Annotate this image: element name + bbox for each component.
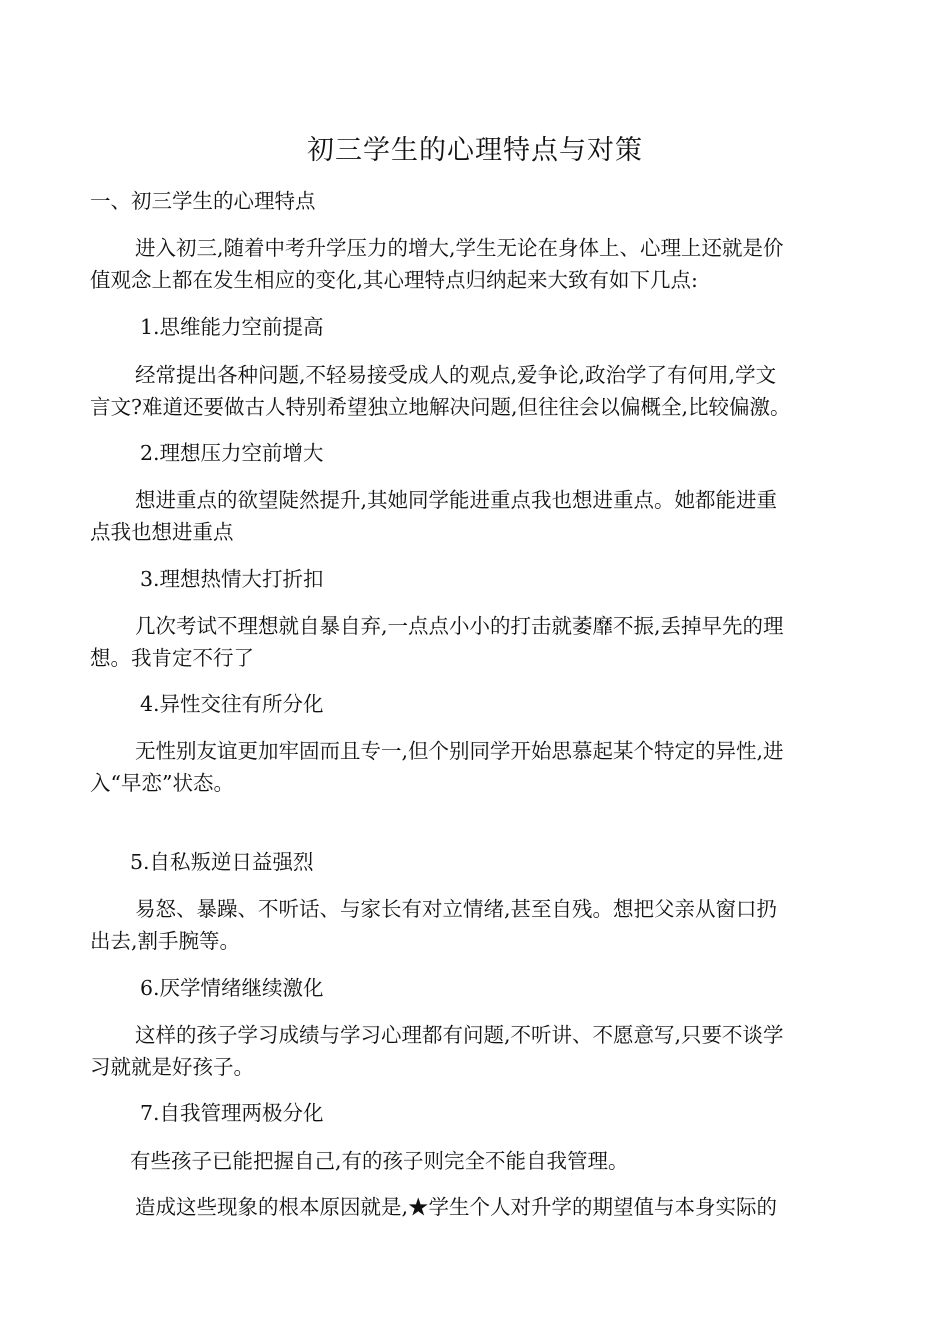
item-4-line-1: 无性别友谊更加牢固而且专一,但个别同学开始思慕起某个特定的异性,进 bbox=[135, 739, 784, 763]
item-1-line-2: 言文?难道还要做古人特别希望独立地解决问题,但往往会以偏概全,比较偏激。 bbox=[90, 395, 791, 419]
intro-line-2: 值观念上都在发生相应的变化,其心理特点归纳起来大致有如下几点: bbox=[90, 268, 698, 292]
item-heading-2: 2.理想压力空前增大 bbox=[140, 441, 324, 465]
document-title: 初三学生的心理特点与对策 bbox=[307, 135, 643, 166]
item-heading-7: 7.自我管理两极分化 bbox=[140, 1101, 324, 1125]
item-4-line-2: 入“早恋”状态。 bbox=[90, 771, 234, 795]
item-2-line-2: 点我也想进重点 bbox=[90, 520, 234, 544]
item-5-line-2: 出去,割手腕等。 bbox=[90, 929, 241, 953]
item-heading-3: 3.理想热情大打折扣 bbox=[140, 567, 324, 591]
item-heading-5: 5.自私叛逆日益强烈 bbox=[130, 850, 314, 874]
item-1-line-1: 经常提出各种问题,不轻易接受成人的观点,爱争论,政治学了有何用,学文 bbox=[135, 363, 777, 387]
item-6-line-2: 习就就是好孩子。 bbox=[90, 1055, 254, 1079]
item-2-line-1: 想进重点的欲望陡然提升,其她同学能进重点我也想进重点。她都能进重 bbox=[135, 488, 778, 512]
item-heading-1: 1.思维能力空前提高 bbox=[140, 315, 324, 339]
item-heading-6: 6.厌学情绪继续激化 bbox=[140, 976, 324, 1000]
item-3-line-1: 几次考试不理想就自暴自弃,一点点小小的打击就萎靡不振,丢掉早先的理 bbox=[135, 614, 784, 638]
item-6-line-1: 这样的孩子学习成绩与学习心理都有问题,不听讲、不愿意写,只要不谈学 bbox=[135, 1023, 784, 1047]
item-heading-4: 4.异性交往有所分化 bbox=[140, 692, 324, 716]
closing-line: 造成这些现象的根本原因就是,★学生个人对升学的期望值与本身实际的 bbox=[135, 1195, 778, 1219]
item-5-line-1: 易怒、暴躁、不听话、与家长有对立情绪,甚至自残。想把父亲从窗口扔 bbox=[135, 897, 778, 921]
item-3-line-2: 想。我肯定不行了 bbox=[90, 646, 254, 670]
section-heading: 一、初三学生的心理特点 bbox=[90, 189, 316, 213]
item-7-line-1: 有些孩子已能把握自己,有的孩子则完全不能自我管理。 bbox=[130, 1149, 629, 1173]
intro-line-1: 进入初三,随着中考升学压力的增大,学生无论在身体上、心理上还就是价 bbox=[135, 236, 784, 260]
